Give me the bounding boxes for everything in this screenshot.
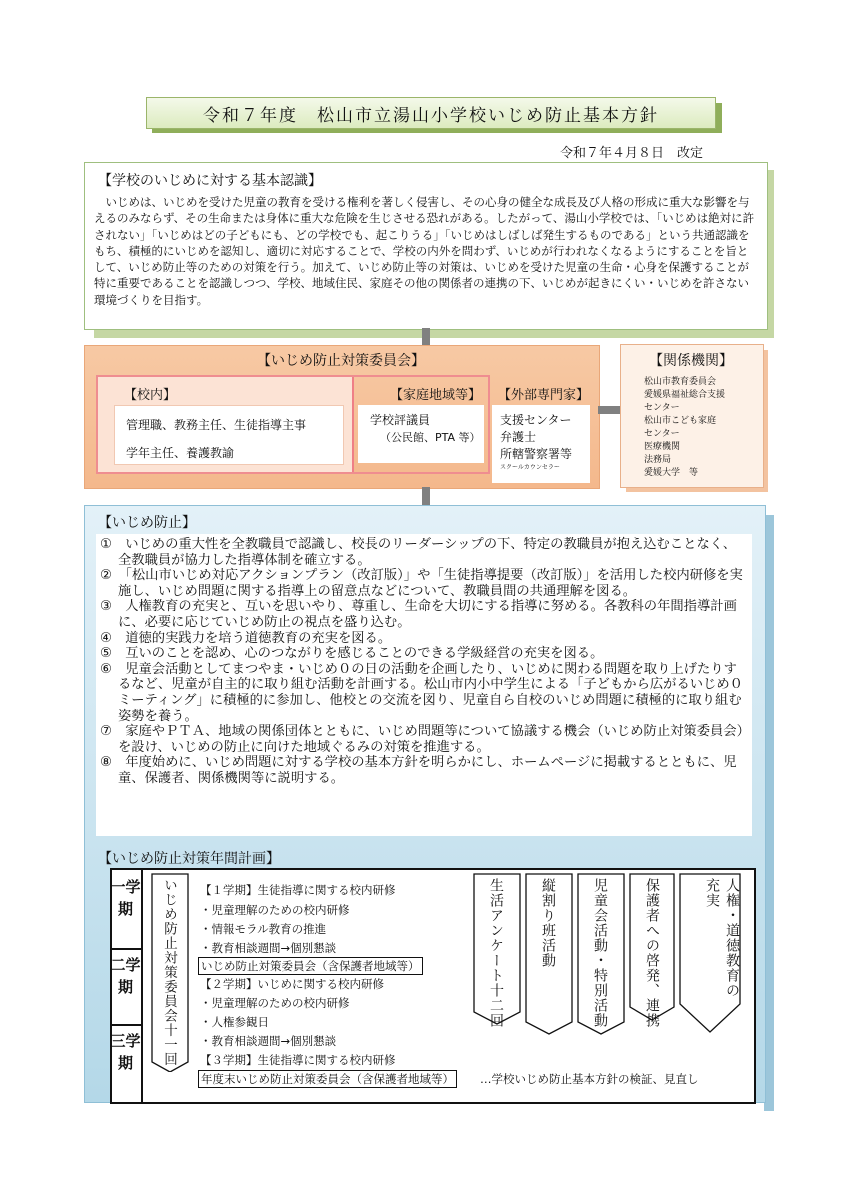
org-item: 愛媛大学 等 [644,468,699,478]
basic-body: いじめは、いじめを受けた児童の教育を受ける権利を著しく侵害し、その心身の健全な成長及び人格の形成に重大な影響を与えるのみならず、その生命または身体に重大な危険を生じさせる恐れがある。したがって、湯山小学校では、「いじめは絶対に許されない」「いじめはどの子どもにも、どの学校でも、起こりうる」「いじめはしばしば発生するものである」という共通認識をもち、積極的にいじめを認知し、適切に対応することで、学校の内外を問わず、いじめが行われなくなるようにすることを旨として、いじめ防止等のための対策を行う。加えて、いじめ防止等の対策は、いじめを受けた児童の生命・心身を保護することが特に重要であることを認識しつつ、学校、地域住民、家庭その他の関係者の連携の下、いじめが起きにくい・いじめを許さない環境づくりを目指す。 [94,195,755,307]
prevention-item: ⑤ 互いのことを認め、心のつながりを感じることのできる学級経営の充実を図る。 [100,646,604,662]
plan-review-note: …学校いじめ防止基本方針の検証、見直し [480,1072,699,1086]
family-line1: 学校評議員 [370,413,431,427]
plan-line: 【３学期】生徒指導に関する校内研修 [200,1053,396,1067]
plan-line: ・児童理解のための校内研修 [200,903,350,917]
internal-title: 【校内】 [124,388,177,403]
prevention-item: ⑧ 年度始めに、いじめ問題に対する学校の基本方針を明らかにし、ホームページに掲載するとともに、児童、保護者、関係機関等に説明する。 [100,755,737,786]
term-third: 三学期 [110,1032,141,1072]
prevention-item: ③ 人権教育の充実と、互いを思いやり、尊重し、生命を大切にする指導に努める。各教科の年間指導計画に、必要に応じていじめ防止の視点を盛り込む。 [100,599,737,630]
plan-column: 保護者への啓発、連携 [644,878,660,1028]
family-line2: （公民館、PTA 等） [380,431,481,444]
prevention-item: ① いじめの重大性を全教職員で認識し、校長のリーダーシップの下、特定の教職員が抱え込むことなく、全教職員が協力した指導体制を確立する。 [100,537,737,568]
plan-line: ・教育相談週間→個別懇談 [200,941,337,955]
page-title: 令和７年度 松山市立湯山小学校いじめ防止基本方針 [146,97,716,129]
committee-count-label: いじめ防止対策委員会十一回 [161,878,177,1067]
org-item: 愛媛県福祉総合支援 [644,390,726,400]
expert-title: 【外部専門家】 [498,388,590,403]
plan-line: ・人権参観日 [200,1015,269,1029]
internal-line2: 学年主任、養護教諭 [126,446,235,460]
plan-column: 児童会活動・特別活動 [592,878,608,1028]
internal-line1: 管理職、教務主任、生徒指導主事 [126,418,307,432]
revised-date: 令和７年４月８日 改定 [560,146,704,161]
prevention-list [100,537,748,787]
plan-line: 【１学期】生徒指導に関する校内研修 [200,883,396,897]
term-second: 二学期 [110,956,141,996]
expert-item: 弁護士 [500,430,537,444]
plan-heading: 【いじめ防止対策年間計画】 [98,851,280,867]
connector-committee-prevention [422,487,430,505]
committee-title: 【いじめ防止対策委員会】 [257,353,425,369]
expert-item: 支援センター [500,413,572,427]
plan-column: 縦割り班活動 [540,878,556,968]
connector-basic-committee [422,328,430,345]
org-item: 医療機関 [644,442,681,452]
plan-column: 生活アンケート十二回 [488,878,504,1028]
plan-committee-meeting: いじめ防止対策委員会（含保護者地域等） [198,957,423,975]
org-item: 松山市教育委員会 [644,377,717,387]
plan-line: 【２学期】いじめに関する校内研修 [200,977,384,991]
plan-column: 人権・道徳教育の充実 [704,878,740,998]
prevention-item: ② 「松山市いじめ対応アクションプラン（改訂版）」や「生徒指導提要（改訂版）」を活用した校内研修を実施し、いじめ問題に関する指導上の留意点などについて、教職員間の共通理解を図る。 [100,568,743,599]
prevention-item: ⑥ 児童会活動としてまつやま・いじめ０の日の活動を企画したり、いじめに関わる問題を取り上げたりするなど、児童が自主的に取り組む活動を計画する。松山市内小中学生による「子どもから広がるいじめ０ミーティング」に積極的に参加し、他校との交流を図り、児童自ら自校のいじめ問題に積極的に取り組む姿勢を養う。 [100,661,743,724]
org-item: センター [644,429,680,439]
expert-small-note: スクールカウンセラー [500,464,560,471]
family-title: 【家庭地域等】 [390,388,482,403]
plan-line: ・情報モラル教育の推進 [200,922,327,936]
prevention-heading: 【いじめ防止】 [98,515,196,531]
plan-year-end-meeting: 年度末いじめ防止対策委員会（含保護者地域等） [198,1070,457,1088]
term-divider [110,948,141,950]
expert-item: 所轄警察署等 [500,447,573,461]
plan-line: ・児童理解のための校内研修 [200,996,350,1010]
term-first: 一学期 [110,878,141,918]
connector-committee-orgs [598,406,622,414]
basic-heading: 【学校のいじめに対する基本認識】 [98,173,322,189]
org-item: 法務局 [644,455,672,465]
plan-line: ・教育相談週間→個別懇談 [200,1034,337,1048]
orgs-title: 【関係機関】 [649,353,733,369]
prevention-item: ④ 道徳的実践力を培う道徳教育の充実を図る。 [100,630,392,646]
prevention-item: ⑦ 家庭やＰＴＡ、地域の関係団体とともに、いじめ問題等について協議する機会（いじめ防止対策委員会）を設け、いじめの防止に向けた地域ぐるみの対策を推進する。 [100,724,744,755]
org-item: 松山市こども家庭 [644,416,717,426]
org-item: センター [644,403,680,413]
term-divider [110,1024,141,1026]
term-column [110,868,143,1102]
